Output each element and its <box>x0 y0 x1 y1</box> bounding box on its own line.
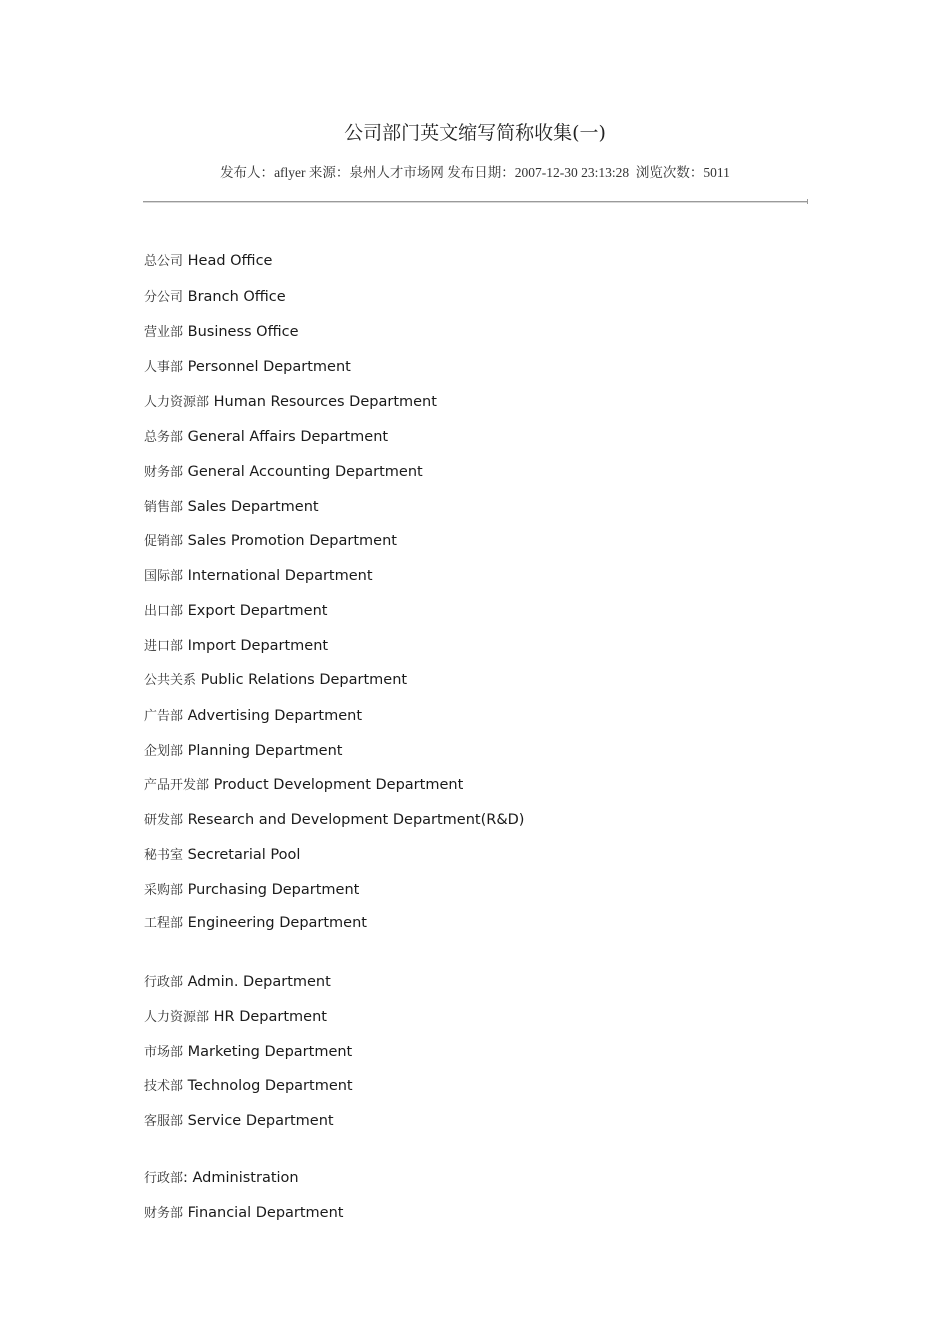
views-value: 5011 <box>703 165 730 180</box>
entry-english-term: Service Department <box>187 1113 334 1129</box>
entry-chinese-term: 国际部 <box>144 569 184 584</box>
entry-row <box>144 670 407 691</box>
publisher-value: aflyer <box>274 165 306 180</box>
entry-chinese-term: 技术部 <box>144 1079 184 1094</box>
entry-english-term: Purchasing Department <box>187 882 360 898</box>
page-title: 公司部门英文缩写简称收集(一) <box>344 122 606 144</box>
entry-chinese-term: 企划部 <box>144 744 184 759</box>
entry-english-term: Research and Development Department(R&D) <box>187 812 525 828</box>
entry-row <box>144 322 299 343</box>
entry-chinese-term: 市场部 <box>144 1045 184 1060</box>
entry-english-term: General Accounting Department <box>187 464 423 480</box>
entry-row <box>144 741 342 762</box>
date-label: 发布日期： <box>447 165 515 180</box>
entry-row <box>144 1007 327 1028</box>
entry-row <box>144 913 367 934</box>
entry-english-term: Head Office <box>187 253 273 269</box>
entry-english-term: International Department <box>187 568 373 584</box>
publisher-label: 发布人： <box>220 165 275 180</box>
entry-row <box>144 392 437 413</box>
entry-english-term: Human Resources Department <box>213 394 437 410</box>
entry-row <box>144 566 373 587</box>
entry-english-term: Export Department <box>187 603 328 619</box>
entry-english-term: Administration <box>192 1170 299 1186</box>
entry-row <box>144 497 319 518</box>
entry-row <box>144 427 388 448</box>
entry-chinese-term: 人力资源部 <box>144 395 210 410</box>
entry-row <box>144 1168 299 1189</box>
header-divider-end <box>807 199 808 204</box>
entry-chinese-term: 研发部 <box>144 813 184 828</box>
entry-row <box>144 706 362 727</box>
entry-row <box>144 1111 334 1132</box>
entry-chinese-term: 销售部 <box>144 500 184 515</box>
entry-row <box>144 1076 353 1097</box>
entry-chinese-term: 出口部 <box>144 604 184 619</box>
entry-chinese-term: 工程部 <box>144 916 184 931</box>
entry-chinese-term: 行政部 <box>144 975 184 990</box>
entry-english-term: Business Office <box>187 324 299 340</box>
entry-row <box>144 845 300 866</box>
entry-english-term: Secretarial Pool <box>187 847 301 863</box>
entry-chinese-term: 人事部 <box>144 360 184 375</box>
entry-chinese-term: 分公司 <box>144 290 184 305</box>
entry-chinese-term: 客服部 <box>144 1114 184 1129</box>
entry-english-term: Admin. Department <box>187 974 331 990</box>
article-meta <box>0 161 950 181</box>
entry-row <box>144 636 328 657</box>
entry-chinese-term: 广告部 <box>144 709 184 724</box>
entry-english-term: General Affairs Department <box>187 429 389 445</box>
entry-chinese-term: 总公司 <box>144 254 184 269</box>
entry-row <box>144 1042 352 1063</box>
entry-english-term: Financial Department <box>187 1205 344 1221</box>
entry-english-term: Advertising Department <box>187 708 363 724</box>
entry-row <box>144 601 327 622</box>
entry-chinese-term: 总务部 <box>144 430 184 445</box>
entry-english-term: Marketing Department <box>187 1044 353 1060</box>
entry-row <box>144 972 331 993</box>
header-divider <box>143 201 808 203</box>
entry-chinese-term: 财务部 <box>144 465 184 480</box>
entry-chinese-term: 进口部 <box>144 639 184 654</box>
entry-english-term: Product Development Department <box>213 777 464 793</box>
entry-english-term: Sales Promotion Department <box>187 533 397 549</box>
entry-chinese-term: 采购部 <box>144 883 184 898</box>
entry-english-term: Planning Department <box>187 743 343 759</box>
entry-row <box>144 462 423 483</box>
entry-english-term: Technolog Department <box>187 1078 353 1094</box>
entry-chinese-term: 财务部 <box>144 1206 184 1221</box>
entry-chinese-term: 营业部 <box>144 325 184 340</box>
date-value: 2007-12-30 23:13:28 <box>514 165 630 180</box>
entry-row <box>144 775 463 796</box>
entry-row <box>144 880 359 901</box>
entry-row <box>144 357 351 378</box>
entry-english-term: Personnel Department <box>187 359 351 375</box>
entry-separator: : <box>183 1170 193 1186</box>
entry-row <box>144 251 272 272</box>
views-label: 浏览次数： <box>635 165 704 180</box>
entry-chinese-term: 行政部 <box>144 1171 184 1186</box>
entry-chinese-term: 促销部 <box>144 534 184 549</box>
entry-chinese-term: 产品开发部 <box>144 778 210 793</box>
entry-row <box>144 531 397 552</box>
entry-chinese-term: 公共关系 <box>144 673 197 688</box>
entry-english-term: Sales Department <box>187 499 319 515</box>
entry-chinese-term: 人力资源部 <box>144 1010 210 1025</box>
entry-chinese-term: 秘书室 <box>144 848 184 863</box>
source-value: 泉州人才市场网 <box>349 165 444 180</box>
entry-row <box>144 810 524 831</box>
entry-row <box>144 287 286 308</box>
entry-english-term: Import Department <box>187 638 329 654</box>
entry-english-term: Engineering Department <box>187 915 367 931</box>
entry-row <box>144 1203 343 1224</box>
entry-english-term: Public Relations Department <box>200 672 408 688</box>
source-label: 来源： <box>308 165 350 180</box>
entry-english-term: HR Department <box>213 1009 327 1025</box>
entry-english-term: Branch Office <box>187 289 286 305</box>
